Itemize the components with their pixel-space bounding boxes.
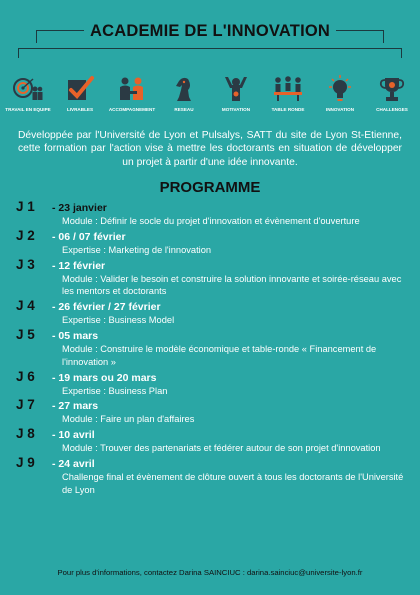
session-day: J 8: [16, 426, 35, 442]
round-table-icon: [273, 74, 303, 104]
session-j1: [16, 199, 406, 228]
session-day: J 1: [16, 199, 35, 214]
session-j9: [16, 455, 406, 497]
icon-teamwork: [4, 74, 52, 124]
mentoring-icon: [117, 74, 147, 104]
contact-footer: Pour plus d'informations, contactez Darina SAINCIUC : darina.sainciuc@universite-lyon.fr: [57, 568, 363, 577]
session-date: - 27 mars: [52, 400, 99, 413]
session-day: J 3: [16, 256, 35, 272]
checklist-icon: [65, 74, 95, 104]
motivation-icon: [221, 74, 251, 104]
session-day: J 7: [16, 397, 35, 413]
session-description: Module : Construire le modèle économique et table-ronde « Financement de l'innovation »: [62, 343, 377, 367]
session-date: - 23 janvier: [52, 202, 107, 214]
icon-motivation: [212, 74, 260, 124]
icon-label: TRAVAIL EN EQUIPE: [5, 107, 51, 112]
session-date: - 06 / 07 février: [52, 230, 126, 243]
session-description: Expertise : Business Plan: [62, 385, 168, 396]
icon-row: [4, 74, 416, 124]
chess-knight-icon: [169, 74, 199, 104]
icon-label: CHALLENGES: [376, 107, 408, 112]
session-day: J 4: [16, 298, 35, 314]
icon-checklist: [56, 74, 104, 124]
session-day: J 5: [16, 326, 35, 342]
icon-innovation: [316, 74, 364, 124]
session-date: - 26 février / 27 février: [52, 301, 161, 314]
session-j7: [16, 397, 406, 426]
session-day: J 2: [16, 227, 35, 243]
intro-text: Développée par l'Université de Lyon et Pulsalys, SATT du site de Lyon St-Etienne, cette formation par l'action vise à mettre les doctorants en situation de développer un projet à partir d'une idée innovante.: [18, 130, 402, 168]
page-title: ACADEMIE DE L'INNOVATION: [89, 22, 331, 40]
session-list: [16, 199, 406, 497]
teamwork-icon: [13, 74, 43, 104]
session-j3: [16, 257, 406, 299]
icon-mentoring: [108, 74, 156, 124]
session-j6: [16, 369, 406, 398]
session-date: - 10 avril: [52, 429, 95, 442]
session-j4: [16, 298, 406, 327]
session-j5: [16, 327, 406, 369]
icon-label: ACCOMPAGNEMENT: [108, 107, 156, 112]
icon-challenges: [368, 74, 416, 124]
session-description: Module : Définir le socle du projet d'innovation et évènement d'ouverture: [62, 216, 360, 226]
icon-label: MOTIVATION: [221, 107, 251, 112]
session-day: J 9: [16, 454, 35, 470]
session-date: - 05 mars: [52, 329, 99, 342]
lightbulb-icon: [325, 74, 355, 104]
icon-label: INNOVATION: [325, 107, 355, 112]
session-j8: [16, 426, 406, 455]
programme-title: PROGRAMME: [159, 179, 261, 196]
session-description: Module : Faire un plan d'affaires: [62, 414, 195, 425]
session-description: Expertise : Business Model: [62, 315, 175, 326]
icon-round-table: [264, 74, 312, 124]
session-date: - 24 avril: [52, 457, 95, 470]
icon-label: LIVRABLES: [66, 107, 94, 112]
session-description: Expertise : Marketing de l'innovation: [62, 244, 212, 255]
trophy-icon: [377, 74, 407, 104]
icon-label: RESEAU: [174, 107, 194, 112]
session-description: Module : Valider le besoin et construire la solution innovante et soirée-réseau avec les mentors et doctorants: [62, 273, 402, 297]
session-date: - 12 février: [52, 259, 106, 272]
icon-label: TABLE RONDE: [271, 107, 305, 112]
session-description: Module : Trouver des partenariats et fédérer autour de son projet d'innovation: [62, 443, 381, 454]
icons-bracket: [18, 48, 402, 58]
session-description: Challenge final et évènement de clôture ouvert à tous les doctorants de l'Université de Lyon: [62, 471, 404, 495]
session-j2: [16, 228, 406, 257]
session-date: - 19 mars ou 20 mars: [52, 371, 157, 384]
session-day: J 6: [16, 368, 35, 384]
icon-network: [160, 74, 208, 124]
